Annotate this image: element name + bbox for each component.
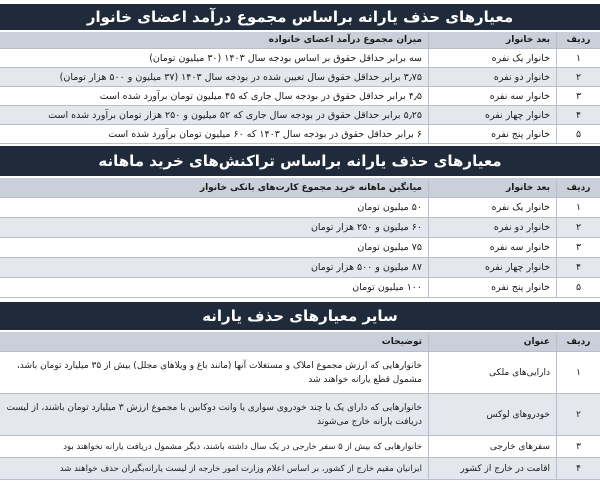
criterion-title: اقامت در خارج از کشور [428, 458, 556, 479]
header-household: بعد خانوار [428, 178, 556, 197]
household-size: خانوار چهار نفره [428, 258, 556, 277]
income-value: ۳٫۷۵ برابر حداقل حقوق سال تعیین شده در بودجه سال ۱۴۰۳ (۳۷ میلیون و ۵۰۰ هزار تومان) [59, 71, 422, 83]
household-size: خانوار دو نفره [428, 218, 556, 237]
section1-title: معیارهای حذف یارانه براساس مجموع درآمد اعضای خانوار [0, 4, 600, 30]
household-size: خانوار پنج نفره [428, 278, 556, 297]
row-number: ۴ [556, 458, 600, 479]
table-row [0, 68, 600, 87]
row-number: ۳ [556, 238, 600, 257]
criterion-title: دارایی‌های ملکی [428, 352, 556, 393]
header-description: توضیحات [381, 336, 422, 347]
table-header [0, 332, 600, 352]
criterion-description: خانوارهایی که ارزش مجموع املاک و مستغلات آنها (مانند باغ و ویلاهای مجلل) بیش از ۳۵ میلیارد تومان باشد، مشمول قطع یارانه خواهند شد [16, 360, 422, 385]
purchase-value: ۸۷ میلیون و ۵۰۰ هزار تومان [310, 262, 422, 273]
income-value: ۶ برابر حداقل حقوق در بودجه سال ۱۴۰۳ که ۶۰ میلیون تومان برآورد شده است [108, 128, 422, 140]
section2-title: معیارهای حذف یارانه براساس تراکنش‌های خرید ماهانه [0, 146, 600, 176]
row-number: ۲ [556, 394, 600, 435]
purchase-value: ۵۰ میلیون تومان [357, 202, 422, 213]
header-income: میزان مجموع درآمد اعضای خانواده [268, 35, 422, 45]
purchase-value: ۶۰ میلیون و ۲۵۰ هزار تومان [310, 222, 422, 233]
row-number: ۱ [556, 352, 600, 393]
purchase-value: ۷۵ میلیون تومان [357, 242, 422, 253]
header-row-number: ردیف [556, 332, 600, 351]
header-monthly-purchase: میانگین ماهانه خرید مجموع کارت‌های بانکی خانوار [199, 182, 422, 193]
row-number: ۲ [556, 218, 600, 237]
transactions-table [0, 178, 600, 298]
income-table [0, 32, 600, 144]
table-row [0, 218, 600, 238]
table-header [0, 178, 600, 198]
header-household: بعد خانوار [428, 32, 556, 48]
table-row [0, 394, 600, 436]
row-number: ۲ [556, 68, 600, 86]
section3-title: سایر معیارهای حذف یارانه [0, 302, 600, 330]
criterion-title: خودروهای لوکس [428, 394, 556, 435]
table-row [0, 352, 600, 394]
header-row-number: ردیف [556, 178, 600, 197]
table-row [0, 198, 600, 218]
table-row [0, 458, 600, 480]
row-number: ۱ [556, 198, 600, 217]
table-row [0, 258, 600, 278]
income-value: ۵٫۲۵ برابر حداقل حقوق در بودجه سال جاری که ۵۲ میلیون و ۲۵۰ هزار تومان برآورد شده است [48, 109, 422, 121]
header-row-number: ردیف [556, 32, 600, 48]
household-size: خانوار سه نفره [428, 238, 556, 257]
row-number: ۱ [556, 49, 600, 67]
household-size: خانوار یک نفره [428, 49, 556, 67]
row-number: ۵ [556, 125, 600, 143]
header-criterion: عنوان [428, 332, 556, 351]
row-number: ۳ [556, 87, 600, 105]
table-header [0, 32, 600, 49]
row-number: ۳ [556, 436, 600, 457]
table-row [0, 436, 600, 458]
household-size: خانوار دو نفره [428, 68, 556, 86]
row-number: ۴ [556, 106, 600, 124]
table-row [0, 87, 600, 106]
row-number: ۵ [556, 278, 600, 297]
table-row [0, 125, 600, 144]
criterion-description: خانوارهایی که بیش از ۵ سفر خارجی در یک سال داشته باشند، دیگر مشمول دریافت یارانه نخواهند بود [63, 441, 422, 452]
household-size: خانوار سه نفره [428, 87, 556, 105]
household-size: خانوار چهار نفره [428, 106, 556, 124]
purchase-value: ۱۰۰ میلیون تومان [352, 282, 422, 293]
income-value: سه برابر حداقل حقوق بر اساس بودجه سال ۱۴۰۳ (۳۰ میلیون تومان) [149, 52, 422, 64]
table-row [0, 106, 600, 125]
table-row [0, 278, 600, 298]
row-number: ۴ [556, 258, 600, 277]
household-size: خانوار یک نفره [428, 198, 556, 217]
other-criteria-table [0, 332, 600, 480]
table-row [0, 238, 600, 258]
income-value: ۴٫۵ برابر حداقل حقوق در بودجه سال جاری که ۴۵ میلیون تومان برآورد شده است [99, 90, 422, 102]
table-row [0, 49, 600, 68]
criterion-description: خانوارهایی که دارای یک یا چند خودروی سواری یا وانت دوکابین با مجموع ارزش ۳ میلیارد تومان باشند، از لیست دریافت یارانه خارج می‌شوند [6, 402, 422, 427]
household-size: خانوار پنج نفره [428, 125, 556, 143]
criterion-description: ایرانیان مقیم خارج از کشور، بر اساس اعلام وزارت امور خارجه از لیست یارانه‌بگیران حذف خواهند شد [59, 463, 422, 474]
criterion-title: سفرهای خارجی [428, 436, 556, 457]
